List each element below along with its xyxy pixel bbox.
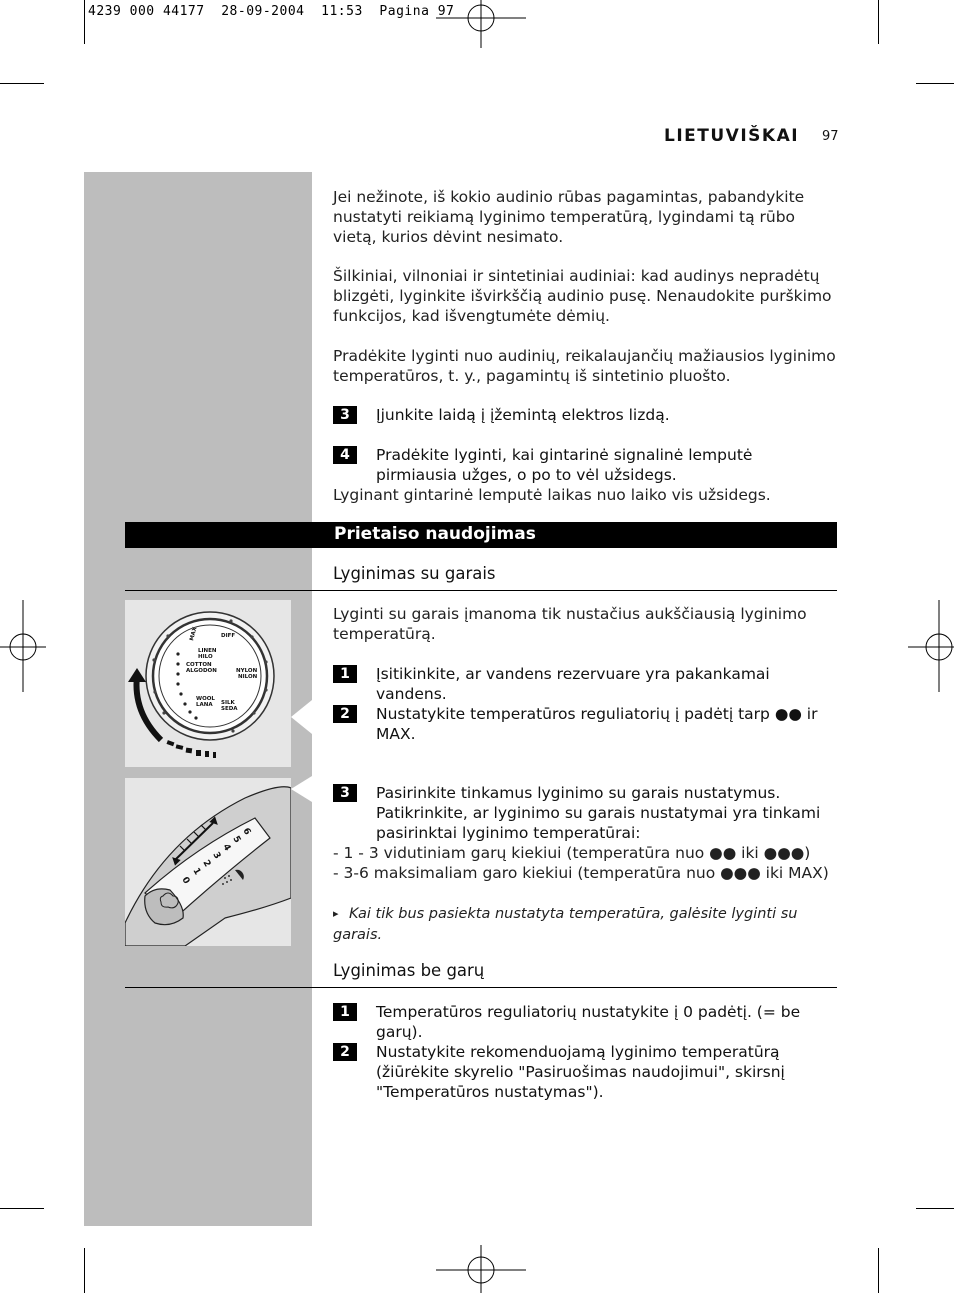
steam-control-illustration — [125, 778, 291, 946]
steam-digit-5: 5 — [230, 834, 243, 845]
step-text: Įsitikinkite, ar vandens rezervuare yra pakankamai vandens. — [376, 665, 770, 703]
intro-paragraph-1: Jei nežinote, iš kokio audinio rūbas pagamintas, pabandykite nustatyti reikiamą lyginimo temperatūrą, lygindami tą rūbo vietą, kurios dėvint nesimato. — [333, 188, 805, 246]
dial-label-lana: LANA — [196, 702, 213, 708]
subheading-steam-ironing: Lyginimas su garais — [333, 564, 496, 583]
registration-mark-right — [908, 600, 954, 692]
crop-mark — [878, 1248, 879, 1293]
note-lamp: Lyginant gintarinė lemputė laikas nuo laiko vis užsidegs. — [333, 486, 771, 504]
steam-digit-3: 3 — [210, 850, 223, 861]
language-heading: LIETUVIŠKAI — [664, 126, 800, 146]
step-3-plug-in — [333, 405, 838, 425]
crop-mark — [878, 0, 879, 44]
registration-mark-left — [0, 600, 46, 692]
crop-mark — [0, 83, 44, 84]
dial-label-seda: SEDA — [221, 706, 238, 712]
dial-label-hilo: HILO — [198, 654, 213, 660]
steam-tip — [333, 903, 838, 945]
dial-label-max: MAX — [189, 626, 199, 642]
crop-mark — [84, 1248, 85, 1293]
section-title-bar — [125, 522, 837, 548]
step-number: 1 — [333, 665, 357, 683]
steam-intro: Lyginti su garais įmanoma tik nustačius aukščiausią lyginimo temperatūrą. — [333, 605, 807, 643]
subheading-rule — [125, 590, 837, 591]
steam-step-1 — [333, 664, 838, 704]
steam-digit-1: 1 — [190, 866, 203, 877]
subheading-rule — [125, 987, 837, 988]
triangle-bullet-icon: ▸ — [333, 907, 339, 920]
temperature-dial-illustration — [125, 600, 291, 767]
print-job-header: 4239 000 44177 28-09-2004 11:53 Pagina 97 — [88, 4, 455, 19]
step-text: Įjunkite laidą į įžemintą elektros lizdą. — [376, 406, 670, 424]
step-4-start-ironing — [333, 445, 838, 485]
steam-list-item-1: - 1 - 3 vidutiniam garų kiekiui (temperatūra nuo ●● iki ●●●) — [333, 844, 811, 862]
step-number: 3 — [333, 784, 357, 802]
dial-label-silk: SILK — [221, 700, 235, 706]
section-title: Prietaiso naudojimas — [334, 524, 536, 544]
steam-step-2 — [333, 704, 838, 744]
steam-digit-4: 4 — [220, 842, 233, 853]
dial-label-nilon: NILON — [238, 674, 258, 680]
subheading-dry-ironing: Lyginimas be garų — [333, 961, 485, 980]
step-text: Nustatykite rekomenduojamą lyginimo temperatūrą (žiūrėkite skyrelio "Pasiruošimas naudojimui", skirsnį "Temperatūros nustatymas"). — [376, 1043, 785, 1101]
crop-mark — [916, 83, 954, 84]
page-number: 97 — [822, 129, 839, 144]
callout-pointer — [291, 776, 313, 802]
step-number: 4 — [333, 446, 357, 464]
steam-control-drawing — [125, 778, 291, 946]
dial-label-wool: WOOL — [196, 696, 215, 702]
steam-digit-6: 6 — [240, 826, 253, 837]
step-text: Temperatūros reguliatorių nustatykite į 0 padėtį. (= be garų). — [376, 1003, 801, 1041]
steam-digit-0: 0 — [179, 875, 192, 886]
dial-label-nylon: NYLON — [236, 668, 258, 674]
crop-mark — [0, 1208, 44, 1209]
dial-label-diff: DIFF — [221, 633, 236, 639]
steam-digit-2: 2 — [200, 858, 213, 869]
intro-paragraph-2: Šilkiniai, vilnoniai ir sintetiniai audiniai: kad audinys nepradėtų blizgėti, lyginkite išvirkščią audinio pusę. Nenaudokite purškimo funkcijos, kad išvengtumėte dėmių. — [333, 267, 832, 325]
step-number: 3 — [333, 406, 357, 424]
steam-list-item-2: - 3-6 maksimaliam garo kiekiui (temperatūra nuo ●●● iki MAX) — [333, 864, 829, 882]
step-text: Pasirinkite tinkamus lyginimo su garais nustatymus. Patikrinkite, ar lyginimo su garais nustatymai yra tinkami pasirinktai lyginimo temperatūrai: — [376, 784, 821, 842]
intro-paragraph-3: Pradėkite lyginti nuo audinių, reikalaujančių mažiausios lyginimo temperatūros, t. y., pagamintų iš sintetinio pluošto. — [333, 347, 836, 385]
dry-step-2 — [333, 1042, 838, 1102]
registration-mark-bottom — [436, 1245, 526, 1293]
steam-step-3 — [333, 783, 838, 843]
crop-mark — [84, 0, 85, 44]
dial-label-cotton: COTTON — [186, 662, 212, 668]
step-text: Nustatykite temperatūros reguliatorių į padėtį tarp ●● ir MAX. — [376, 705, 818, 743]
dial-label-linen: LINEN — [198, 648, 217, 654]
temperature-dial-drawing — [125, 600, 291, 767]
step-number: 2 — [333, 1043, 357, 1061]
steam-tip-text: Kai tik bus pasiekta nustatyta temperatūra, galėsite lyginti su garais. — [333, 906, 798, 943]
step-number: 1 — [333, 1003, 357, 1021]
crop-mark — [916, 1208, 954, 1209]
step-text: Pradėkite lyginti, kai gintarinė signalinė lemputė pirmiausia užges, o po to vėl užsidegs. — [376, 446, 753, 484]
dial-label-algodon: ALGODON — [186, 668, 217, 674]
callout-pointer — [291, 700, 313, 734]
step-number: 2 — [333, 705, 357, 723]
dry-step-1 — [333, 1002, 838, 1042]
